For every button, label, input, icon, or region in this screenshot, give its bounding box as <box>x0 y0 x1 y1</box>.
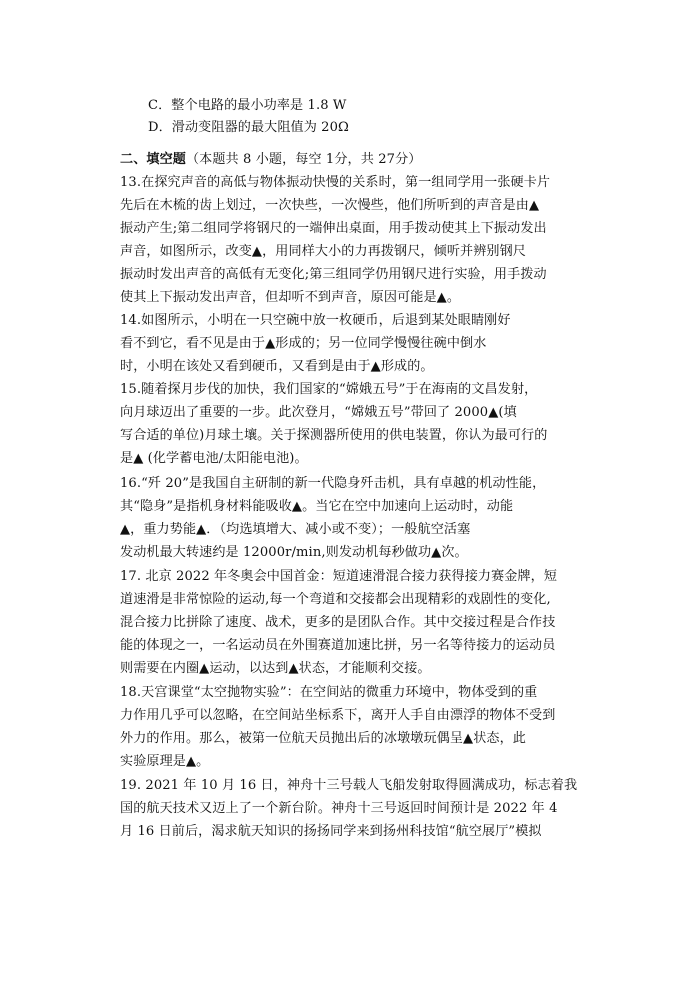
text-line: 力作用几乎可以忽略，在空间站坐标系下，离开人手自由漂浮的物体不受到 <box>120 708 556 723</box>
text-line: 看不到它，看不见是由于▲形成的；另一位同学慢慢往碗中倒水 <box>120 336 487 351</box>
text-line: 发动机最大转速约是 12000r/min,则发动机每秒做功▲次。 <box>120 545 468 560</box>
text-line: 使其上下振动发出声音，但却听不到声音，原因可能是▲。 <box>120 290 461 305</box>
text-line: 混合接力比拼除了速度、战术，更多的是团队合作。其中交接过程是合作技 <box>120 615 556 630</box>
text-line: 振动时发出声音的高低有无变化;第三组同学仍用钢尺进行实验，用手拨动 <box>120 267 547 282</box>
text-line: 声音，如图所示，改变▲，用同样大小的力再拨钢尺，倾听并辨别钢尺 <box>120 244 526 259</box>
text-line: 道速滑是非常惊险的运动,每一个弯道和交接都会出现精彩的戏剧性的变化, <box>120 592 551 607</box>
text-line: 是▲ (化学蓄电池/太阳能电池)。 <box>120 451 308 466</box>
text-line: 19. 2021 年 10 月 16 日，神舟十三号载人飞船发射取得圆满成功，标志着我 <box>120 778 578 793</box>
text-line: 能的体现之一，一名运动员在外围赛道加速比拼，另一名等待接力的运动员 <box>120 638 556 653</box>
text-line: 国的航天技术又迈上了一个新台阶。神舟十三号返回时间预计是 2022 年 4 <box>120 801 558 816</box>
option-c: C．整个电路的最小功率是 1.8 W <box>148 98 347 113</box>
text-line: 实验原理是▲。 <box>120 754 210 769</box>
section-heading-title: 二、填空题 <box>120 152 186 167</box>
text-line: ▲，重力势能▲．（均选填增大、减小或不变）；一般航空活塞 <box>120 522 471 537</box>
text-line: 外力的作用。那么，被第一位航天员抛出后的冰墩墩玩偶呈▲状态，此 <box>120 731 526 746</box>
text-line: 则需要在内圈▲运动，以达到▲状态，才能顺利交接。 <box>120 661 431 676</box>
text-line: 15.随着探月步伐的加快，我们国家的“嫦娥五号”于在海南的文昌发射， <box>120 382 538 397</box>
text-line: 写合适的单位)月球土壤。关于探测器所使用的供电装置，你认为最可行的 <box>120 428 548 443</box>
section-heading-note: （本题共 8 小题，每空 1分，共 27分） <box>185 152 422 167</box>
option-d: D．滑动变阻器的最大阻值为 20Ω <box>148 120 350 135</box>
text-line: 其“隐身”是指机身材料能吸收▲。当它在空中加速向上运动时，动能 <box>120 499 514 514</box>
text-line: 13.在探究声音的高低与物体振动快慢的关系时，第一组同学用一张硬卡片 <box>120 175 551 190</box>
text-line: 时，小明在该处又看到硬币，又看到是由于▲形成的。 <box>120 359 434 374</box>
text-line: 18.天宫课堂“太空抛物实验”：在空间站的微重力环境中，物体受到的重 <box>120 685 538 700</box>
text-line: 14.如图所示，小明在一只空碗中放一枚硬币，后退到某处眼睛刚好 <box>120 313 511 328</box>
text-line: 月 16 日前后，渴求航天知识的扬扬同学来到扬州科技馆“航空展厅”模拟 <box>120 824 542 839</box>
text-line: 向月球迈出了重要的一步。此次登月，“嫦娥五号”带回了 2000▲(填 <box>120 405 517 420</box>
text-line: 16.“歼 20”是我国自主研制的新一代隐身歼击机，具有卓越的机动性能， <box>120 476 546 491</box>
text-line: 17. 北京 2022 年冬奥会中国首金：短道速滑混合接力获得接力赛金牌，短 <box>120 569 558 584</box>
text-line: 振动产生;第二组同学将钢尺的一端伸出桌面，用手拨动使其上下振动发出 <box>120 221 547 236</box>
section-heading <box>120 149 421 171</box>
text-line: 先后在木梳的齿上划过，一次快些，一次慢些，他们所听到的声音是由▲ <box>120 198 540 213</box>
